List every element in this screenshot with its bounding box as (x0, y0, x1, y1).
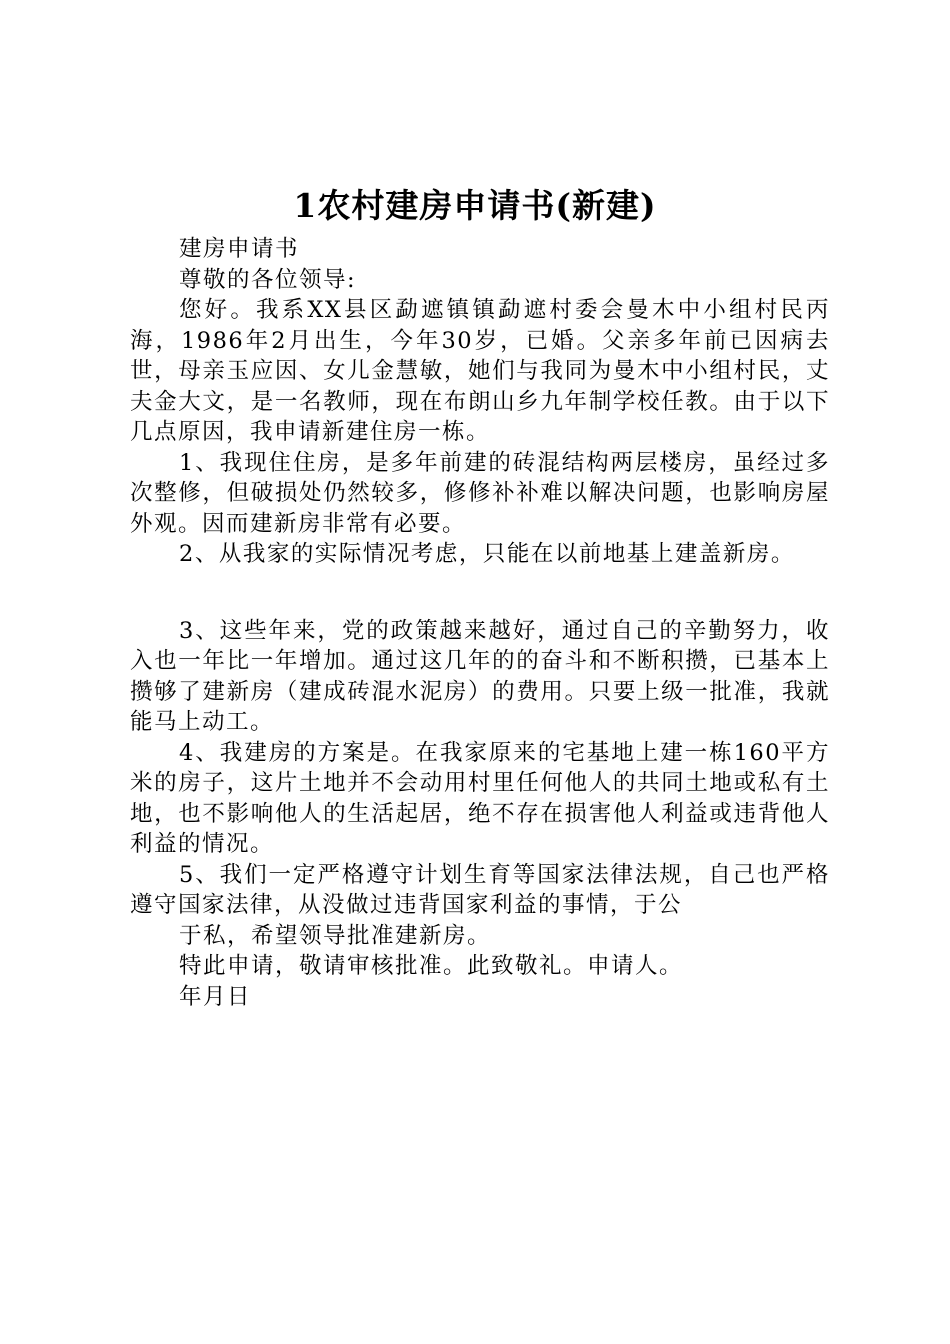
paragraph-reason-5-continued: 于私，希望领导批准建新房。 (179, 922, 492, 949)
doc-heading-line: 建房申请书 (179, 236, 300, 262)
paragraph-reason-5: 5、我们一定严格遵守计划生育等国家法律法规，自己也严格遵守国家法律，从没做过违背国家利益的事情，于公 (130, 861, 830, 918)
closing-line: 特此申请，敬请审核批准。此致敬礼。申请人。 (179, 953, 684, 979)
paragraph-intro: 您好。我系XX县区勐遮镇镇勐遮村委会曼木中小组村民丙海，1986年2月出生，今年30岁，已婚。父亲多年前已因病去世，母亲玉应因、女儿金慧敏，她们与我同为曼木中小组村民，丈夫金大文，是一名教师，现在布朗山乡九年制学校任教。由于以下几点原因，我申请新建住房一栋。 (130, 297, 830, 445)
document-title: 1农村建房申请书(新建) (293, 186, 657, 225)
paragraph-reason-1: 1、我现住住房，是多年前建的砖混结构两层楼房，虽经过多次整修，但破损处仍然较多，修修补补难以解决问题，也影响房屋外观。因而建新房非常有必要。 (130, 449, 830, 537)
date-line: 年月日 (179, 983, 252, 1010)
document-body (130, 234, 830, 1012)
paragraph-reason-2: 2、从我家的实际情况考虑，只能在以前地基上建盖新房。 (179, 541, 795, 567)
salutation: 尊敬的各位领导: (179, 266, 357, 293)
paragraph-reason-3: 3、这些年来，党的政策越来越好，通过自己的辛勤努力，收入也一年比一年增加。通过这几年的的奋斗和不断积攒，已基本上攒够了建新房（建成砖混水泥房）的费用。只要上级一批准，我就能马上动工。 (130, 617, 830, 735)
paragraph-reason-4: 4、我建房的方案是。在我家原来的宅基地上建一栋160平方米的房子，这片土地并不会动用村里任何他人的共同土地或私有土地，也不影响他人的生活起居，绝不存在损害他人利益或违背他人利益的情况。 (130, 739, 830, 857)
